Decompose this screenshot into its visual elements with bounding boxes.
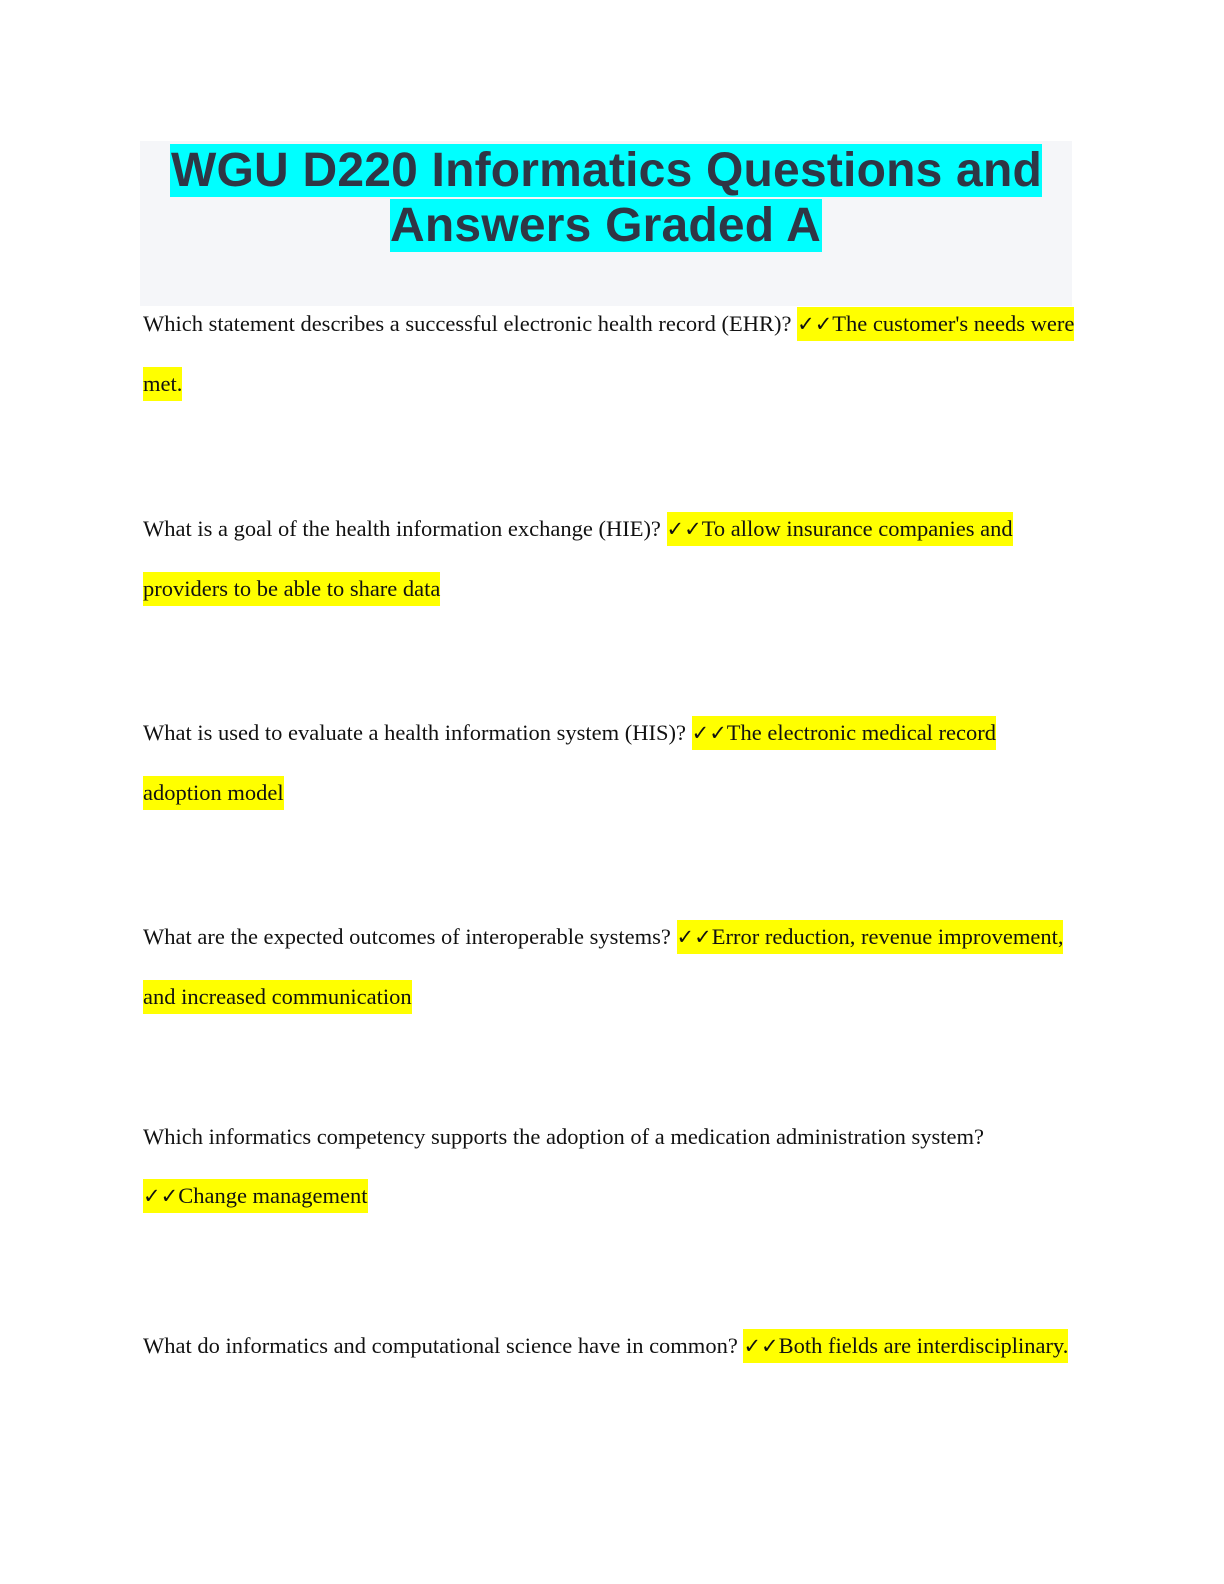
double-check-icon: ✓✓ (676, 925, 712, 949)
qa-item-5 (143, 1107, 1078, 1226)
answer-text: To allow insurance companies and providers to be able to share data (143, 516, 1013, 601)
question-text: Which statement describes a successful electronic health record (EHR)? (143, 311, 798, 336)
double-check-icon: ✓✓ (666, 517, 702, 541)
question-text: Which informatics competency supports the adoption of a medication administration system? (143, 1124, 985, 1149)
question-text: What are the expected outcomes of interoperable systems? (143, 924, 677, 949)
answer-highlight (743, 1329, 1068, 1363)
answer-text: Error reduction, revenue improvement, and increased communication (143, 924, 1064, 1009)
double-check-icon: ✓✓ (797, 312, 833, 336)
answer-text: Both fields are interdisciplinary. (778, 1333, 1069, 1358)
answer-text: The electronic medical record adoption model (143, 720, 997, 805)
question-text: What do informatics and computational science have in common? (143, 1333, 744, 1358)
answer-text: Change management (178, 1183, 368, 1208)
qa-item-3 (143, 703, 1078, 822)
double-check-icon: ✓✓ (691, 721, 727, 745)
qa-item-6 (143, 1316, 1078, 1376)
title-block (140, 141, 1072, 306)
qa-item-1 (143, 294, 1078, 413)
double-check-icon: ✓✓ (743, 1334, 779, 1358)
answer-highlight (143, 1179, 368, 1213)
page-title-highlight: WGU D220 Informatics Questions and Answers Graded A (171, 144, 1042, 252)
double-check-icon: ✓✓ (143, 1184, 179, 1208)
question-text: What is used to evaluate a health information system (HIS)? (143, 720, 692, 745)
page-title (140, 143, 1072, 253)
question-text: What is a goal of the health information exchange (HIE)? (143, 516, 667, 541)
answer-text: The customer's needs were met. (143, 311, 1075, 396)
qa-item-4 (143, 907, 1078, 1026)
qa-item-2 (143, 499, 1078, 618)
